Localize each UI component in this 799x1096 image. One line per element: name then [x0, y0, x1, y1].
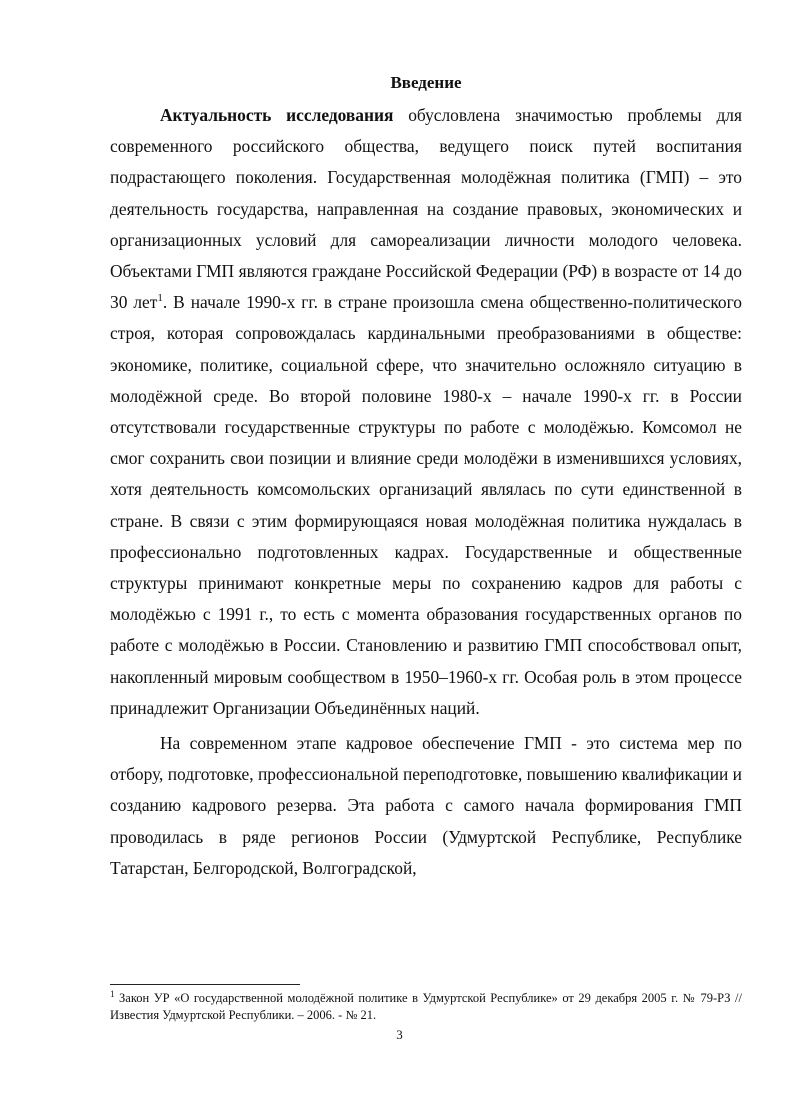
paragraph-text-part-2: . В начале 1990-х гг. в стране произошла смена общественно-политического строя, которая сопровождалась кардинальными преобразованиями в обществе: экономике, политике, социальной сфере, что значительно осложняло ситуацию в молодёжной среде. Во второй половине 1980-х – начале 1990-х гг. в России отсутствовали государственные структуры по работе с молодёжью. Комсомол не смог сохранить свои позиции и влияние среди молодёжи в изменившихся условиях, хотя деятельность комсомольских организаций являлась по сути единственной в стране. В связи с этим формирующаяся новая молодёжная политика нуждалась в профессионально подготовленных кадрах. Государственные и общественные структуры принимают конкретные меры по сохранению кадров для работы с молодёжью с 1991 г., то есть с момента образования государственных органов по работе с молодёжью в России. Становлению и развитию ГМП способствовал опыт, накопленный мировым сообществом в 1950–1960-х гг. Особая роль в этом процессе принадлежит Организации Объединённых наций.	[110, 292, 742, 718]
footnote-divider	[110, 984, 300, 985]
footnote-text: Закон УР «О государственной молодёжной политике в Удмуртской Республике» от 29 декабря 2005 г. № 79-РЗ // Известия Удмуртской Республики. – 2006. - № 21.	[110, 991, 742, 1022]
section-heading: Введение	[390, 73, 462, 92]
footnote	[110, 990, 742, 1024]
paragraph-relevance	[110, 100, 742, 724]
document-page	[110, 72, 742, 884]
paragraph-lead-bold: Актуальность исследования	[160, 105, 394, 125]
footnote-mark: 1	[110, 988, 115, 999]
paragraph-text-part-1: обусловлена значимостью проблемы для современного российского общества, ведущего поиск путей воспитания подрастающего поколения. Государственная молодёжная политика (ГМП) – это деятельность государства, направленная на создание правовых, экономических и организационных условий для самореализации личности молодого человека. Объектами ГМП являются граждане Российской Федерации (РФ) в возрасте от 14 до 30 лет	[110, 105, 742, 313]
page-number: 3	[396, 1027, 403, 1042]
footnote-reference[interactable]: 1	[157, 292, 163, 305]
paragraph-staffing: На современном этапе кадровое обеспечение ГМП - это система мер по отбору, подготовке, профессиональной переподготовке, повышению квалификации и созданию кадрового резерва. Эта работа с самого начала формирования ГМП проводилась в ряде регионов России (Удмуртской Республике, Республике Татарстан, Белгородской, Волгоградской,	[110, 733, 742, 878]
